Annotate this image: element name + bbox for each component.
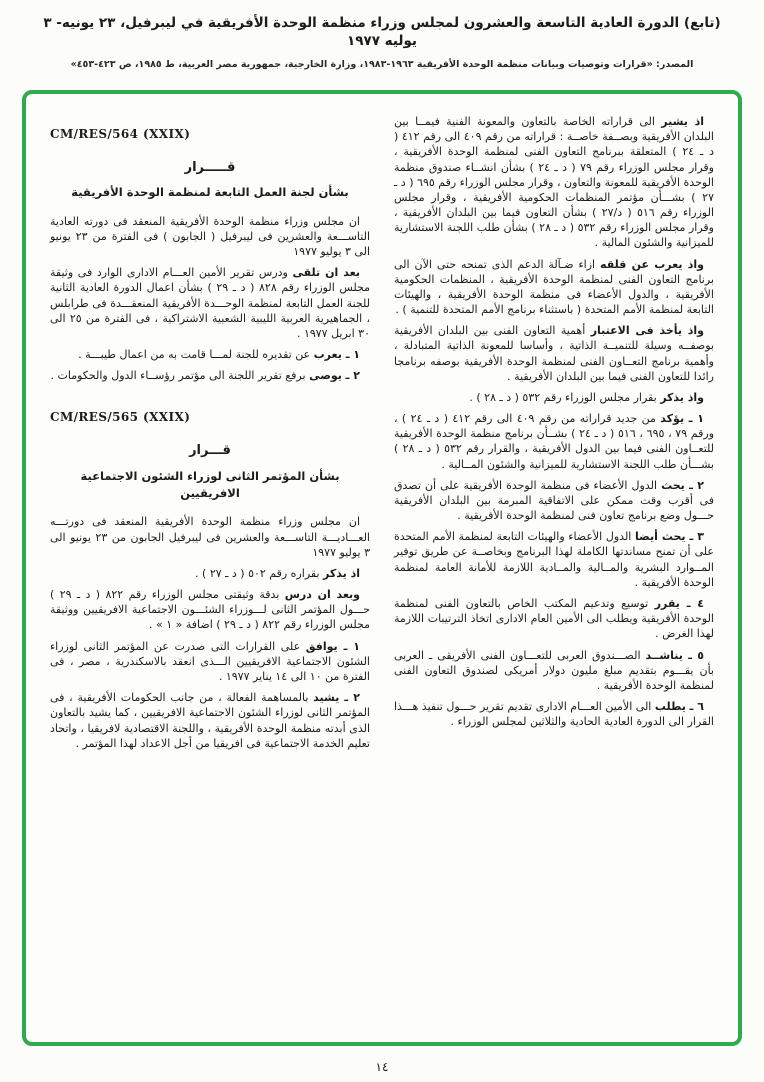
paragraph-text: الدول الأعضاء فى منظمة الوحدة الأفريقية على أن تصدق فى أقرب وقت ممكن على الاتفاقية المبرمة بين البلدان الأفريقية حـــول وضع برنامج تعاون فنى لمنظمة الوحدة الأفريقية . xyxy=(394,478,714,523)
resolution-subtitle: بشأن لجنة العمل التابعة لمنظمة الوحدة الأفريقية xyxy=(71,185,349,200)
paragraph-lead: ١ ـ يعرب xyxy=(313,348,360,362)
paragraph-text: الصـــندوق العربى للتعـــاون الفنى الأفريقى ـ العربى بأن يقـــوم بتقديم مبلغ مليون دولار أمريكى لصندوق التعاون الفنى لمنظمة الوحدة الأفريقية . xyxy=(394,648,714,692)
operative-paragraph xyxy=(394,699,714,729)
left-column xyxy=(50,114,370,1026)
preamble-paragraph xyxy=(50,587,370,633)
preamble-paragraph xyxy=(50,514,370,560)
preamble-paragraph xyxy=(394,114,714,251)
paragraph-lead: بعد ان تلقى xyxy=(292,266,360,280)
preamble-paragraph xyxy=(394,323,714,384)
right-column xyxy=(394,114,714,1026)
resolution-565 xyxy=(50,409,370,750)
resolution-subtitle: بشأن المؤتمر الثانى لوزراء الشئون الاجتماعية الافريقيين xyxy=(80,468,340,501)
paragraph-text: ان مجلس وزراء منظمة الوحدة الأفريقية المنعقد فى دورتـــه العـــاديـــة التاســـعة والعشرين فى ليبرفيل الجابون من ٢٣ يونيو الى ٣ يوليو ١٩٧٧ xyxy=(50,515,370,559)
paragraph-text: برفع تقرير اللجنة الى مؤتمر رؤســاء الدول والحكومات . xyxy=(50,369,310,383)
paragraph-text: بالمساهمة الفعالة ، من جانب الحكومات الأفريقية ، فى المؤتمر الثانى لوزراء الشئون الاجتماعية الافريقيين ، كما يشيد بالتعاون الذى أبدته منظمة الوحدة الأفريقية ، واللجنة الاقتصادية لافريقيا ، واتحاد تعليم الخدمة الاجتماعية فى افريقيا من أجل الاعداد لهذا المؤتمر . xyxy=(50,691,370,750)
paragraph-lead: واذ يأخذ فى الاعتبار xyxy=(590,324,704,338)
operative-paragraph xyxy=(50,347,370,362)
operative-paragraph xyxy=(50,639,370,685)
paragraph-text: الدول الأعضاء والهيئات التابعة لمنظمة الأمم المتحدة على أن تمنح مساندتها الكاملة لهذا البرنامج وبخاصــة عن طريق توفير المــوارد البشرية والمــالية والمــادية اللازمة للأمانة العامة لمنظمة الوحدة الأفريقية . xyxy=(394,530,714,589)
paragraph-lead: ٤ ـ يقرر xyxy=(654,596,704,610)
page-number: ١٤ xyxy=(375,1060,389,1074)
header-title: (تابع) الدورة العادية التاسعة والعشرون لمجلس وزراء منظمة الوحدة الأفريقية في ليبرفيل، ٢٣ يونيه- ٣ يوليه ١٩٧٧ xyxy=(43,15,721,49)
preamble-paragraph xyxy=(394,257,714,318)
resolution-564 xyxy=(50,126,370,383)
paragraph-lead: ٢ ـ يحث xyxy=(661,478,704,492)
paragraph-lead: ١ ـ يؤكد xyxy=(660,412,704,426)
document-header xyxy=(0,0,764,70)
operative-paragraph xyxy=(394,648,714,694)
paragraph-lead: واذ يذكر xyxy=(660,390,704,404)
preamble-paragraph xyxy=(50,214,370,260)
operative-paragraph xyxy=(394,529,714,590)
paragraph-lead: اذ يشير xyxy=(661,115,704,128)
resolution-code: CM/RES/565 (XXIX) xyxy=(50,410,191,425)
resolution-heading: قـــرار xyxy=(189,443,231,458)
operative-paragraph xyxy=(50,690,370,751)
preamble-paragraph xyxy=(394,390,714,405)
resolution-heading: قـــــرار xyxy=(184,159,236,175)
paragraph-text: توسيع وتدعيم المكتب الخاص بالتعاون الفنى لمنظمة الوحدة الأفريقية ويطلب الى الأمين العام الادارى اتخاذ الترتيبات اللازمة لهذا الغرض . xyxy=(394,596,714,641)
operative-paragraph xyxy=(394,411,714,472)
paragraph-text: عن تقديره للجنة لمـــا قامت به من اعمال طيبـــة . xyxy=(78,348,314,362)
paragraph-lead: واذ يعرب عن قلقه xyxy=(600,257,705,271)
paragraph-lead: ٥ ـ يناشــد xyxy=(645,648,704,662)
preamble-paragraph xyxy=(50,566,370,581)
paragraph-text: على القرارات التى صدرت عن المؤتمر الثانى لوزراء الشئون الاجتماعية الافريقيين الـــذى انعقد بالاسكندرية ، مصر ، فى الفترة من ١٠ الى ١٤ يناير ١٩٧٧ . xyxy=(50,639,370,683)
paragraph-lead: ٣ ـ يحث أيضا xyxy=(635,530,704,544)
paragraph-text: أهمية التعاون الفنى بين البلدان الأفريقية بوصفــه وسيلة للتنميــة الذاتية ، وأساسا للمعونة الذاتية المتبادلة ، وأهمية برنامج التعــاون الفنى لمنظمة الوحدة الأفريقية بوصفه برنامجا رائدا للتعاون الفنى فيما بين البلدان الأفريقية . xyxy=(394,324,714,383)
operative-paragraph xyxy=(394,596,714,642)
paragraph-text: الى قراراته الخاصة بالتعاون والمعونة الفنية فيمــا بين البلدان الأفريقية وبصــفة خاصــة : قراراته من رقم ٤٠٩ الى رقم ٤١٢ ( د ـ ٢٤ ) المتعلقة ببرنامج التعاون الفنى لمنظمة الوحدة الأفريقية ، وقرار مجلس الوزراء رقم ٧٩ ( د ـ ٢٤ ) بشأن انشــاء صندوق منظمة الوحدة الأفريقية للمعونة والتعاون ، وقرار مجلس الوزراء رقم ٦٩٥ ( د ـ ٢٧ ) بشـــأن مؤتمر المنظمات الحكومية الأفريقية ، وقرار مجلس الوزراء رقم ٥١٦ ( د/٢٧ ) بشأن التعاون فيما بين البلدان الأفريقية ، وقرار مجلس الوزراء رقم ٥٣٢ ( د ـ ٢٨ ) بشأن طلب اللجنة الاستشارية للميزانية والشئون المالية . xyxy=(394,115,714,250)
header-source: المصدر: «قرارات وتوصيات وبيانات منظمة الوحدة الأفريقية ١٩٦٣-١٩٨٣، وزارة الخارجية، جمهورية مصر العربية، ط ١٩٨٥، ص ٤٢٣-٤٥٣» xyxy=(70,59,694,71)
paragraph-text: بدقة وثيقتى مجلس الوزراء رقم ٨٢٢ ( د ـ ٢٩ ) حـــول المؤتمر الثانى لـــوزراء الشئـــون الاجتماعية الافريقيين ووثيقة مجلس الوزراء رقم ٨٢٢ ( د ـ ٢٩ ) اضافة « ١ » . xyxy=(50,588,370,632)
green-border-box xyxy=(22,90,742,1046)
paragraph-lead: ١ ـ يوافق xyxy=(305,639,360,653)
paragraph-lead: ٢ ـ يوصى xyxy=(309,369,360,383)
paragraph-lead: ٢ ـ يشيد xyxy=(313,691,360,705)
paragraph-lead: ٦ ـ يطلب xyxy=(654,700,704,714)
operative-paragraph xyxy=(50,368,370,383)
paragraph-lead: وبعد ان درس xyxy=(284,588,360,602)
paragraph-text: ودرس تقرير الأمين العـــام الادارى الوارد فى وثيقة مجلس الوزراء رقم ٨٢٨ ( د ـ ٢٩ ) بشأن اعمال الدورة العادية الثانية للجنة العمل التابعة لمنظمة الوحـــدة الأفريقية المنعقـــدة فى طرابلس ، الجماهيرية العربية الليبية الشعبية الاشتراكية ، فى الفترة من ٢٥ الى ٣٠ ابريل ١٩٧٧ . xyxy=(50,266,371,340)
paragraph-text: ازاء ضـآلة الدعم الذى تمنحه حتى الآن الى برنامج التعاون الفنى لمنظمة الوحدة الأفريقية ، المنظمات الحكومية الأفريقية ، والدول الأعضاء فى منظمة الوحدة الأفريقية ، والهيئات التابعة لمنظمة الأمم المتحدة ( باستثناء برنامج الأمم المتحدة للتنمية ) . xyxy=(394,257,714,317)
paragraph-text: من جديد قراراته من رقم ٤٠٩ الى رقم ٤١٢ ( د ـ ٢٤ ) ، ورقم ٧٩ ، ٦٩٥ ، ٥١٦ ( د ـ ٢٤ ) بشــأن برنامج منظمة الوحدة الأفريقية للتعــاون الفنى فيما بين الدول الأفريقية ، والقرار رقم ٥٣٢ ( د ـ ٢٨ ) بشـــأن طلب اللجنة الاستشارية للميزانية والشئون المــالية . xyxy=(394,412,715,471)
paragraph-text: الى الأمين العـــام الادارى تقديم تقرير حـــول تنفيذ هـــذا القرار الى الدورة العادية الحادية والثلاثين لمجلس الوزراء . xyxy=(394,700,714,729)
two-column-layout xyxy=(50,114,714,1026)
resolution-code: CM/RES/564 (XXIX) xyxy=(50,127,191,141)
paragraph-text: بقراره رقم ٥٠٢ ( د ـ ٢٧ ) . xyxy=(195,566,324,580)
operative-paragraph xyxy=(394,478,714,524)
preamble-paragraph xyxy=(50,265,370,341)
paragraph-text: ان مجلس وزراء منظمة الوحدة الأفريقية المنعقد فى دورته العادية التاســـعة والعشرين فى ليبرفيل ( الجابون ) فى الفترة من ٢٣ يونيو الى ٣ يوليو ١٩٧٧ xyxy=(50,214,371,259)
paragraph-text: بقرار مجلس الوزراء رقم ٥٣٢ ( د ـ ٢٨ ) . xyxy=(469,390,661,404)
paragraph-lead: اذ يذكر xyxy=(323,566,360,580)
